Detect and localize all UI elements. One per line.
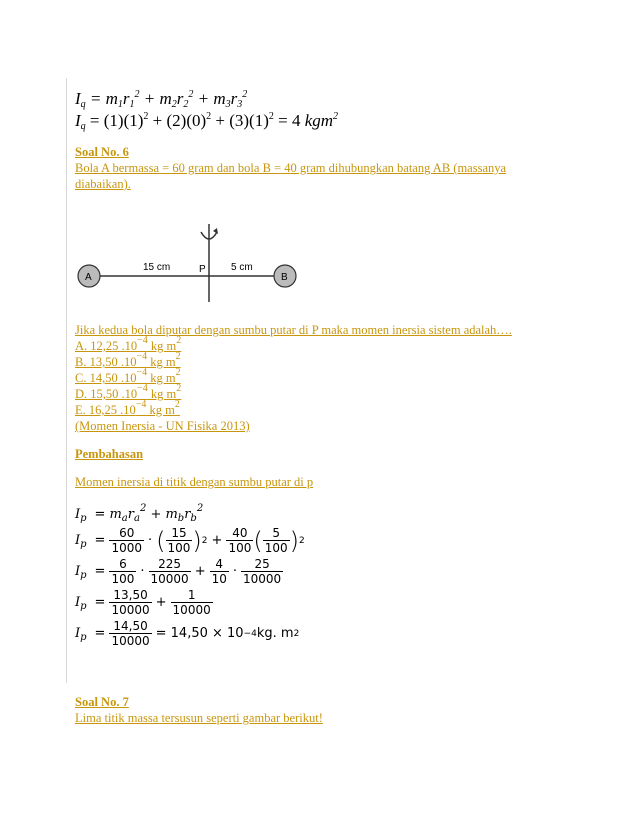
ball-a-label: A [85, 272, 92, 283]
rod-figure [75, 206, 305, 304]
source-note[interactable]: (Momen Inersia - UN Fisika 2013) [75, 419, 250, 433]
document-content [75, 82, 545, 726]
solution-block [75, 503, 545, 648]
pembahasan-heading[interactable]: Pembahasan [75, 447, 144, 461]
option-list [75, 335, 545, 418]
solution-line-2: $I_p$ = $\frac{60}{1000}$ · ( $\frac{15}{100}$ ) 2 + $\frac{40}{100}$ ( $\frac{5}{100}$ ) 2 [75, 526, 305, 555]
soal-6-question[interactable]: Jika kedua bola diputar dengan sumbu putar di P maka momen inersia sistem adalah…. [75, 323, 512, 337]
rod-diagram [75, 206, 305, 304]
solution-line-1: $I_p$ = $m_ar_a^2 + m_br_b^2$ [75, 503, 204, 524]
solution-line-3: $I_p$ = $\frac{6}{100}$ · $\frac{225}{10000}$ + $\frac{4}{10}$ · $\frac{25}{10000}$ [75, 557, 282, 586]
distance-right-label: 5 cm [231, 262, 253, 273]
soal-7-description[interactable]: Lima titik massa tersusun seperti gambar berikut! [75, 711, 323, 725]
frac-40-100: $\frac{40}{100}$ [228, 526, 252, 555]
pembahasan-text[interactable]: Momen inersia di titik dengan sumbu putar di p [75, 475, 314, 489]
option-a[interactable]: A. 12,25 $.10^{-4}$ kg $m^2$ [75, 335, 182, 353]
frac-1350-10000: $\frac{13,50}{10000}$ [111, 588, 150, 617]
frac-15-100: $\frac{15}{100}$ [167, 526, 191, 555]
frac-5-100: $\frac{5}{100}$ [264, 526, 288, 555]
ball-b-label: B [281, 272, 288, 283]
point-p-label: P [199, 264, 206, 275]
soal-6-description[interactable]: Bola A bermassa = 60 gram dan bola B = 40 gram dihubungkan batang AB (massanya diabaikan). [75, 161, 507, 191]
left-margin-rule [66, 78, 67, 683]
option-e[interactable]: E. 16,25 $.10^{-4}$ kg $m^2$ [75, 399, 180, 417]
frac-225-10000: $\frac{225}{10000}$ [150, 557, 189, 586]
frac-60-1000: $\frac{60}{1000}$ [111, 526, 142, 555]
frac-1450-10000: $\frac{14,50}{10000}$ [111, 619, 150, 648]
soal-7-heading[interactable]: Soal No. 7 [75, 695, 129, 709]
equation-line-2: $I_q = (1)(1)^2 + (2)(0)^2 + (3)(1)^2 = 4$ kgm$^2$ [75, 111, 339, 132]
frac-25-10000: $\frac{25}{10000}$ [243, 557, 282, 586]
frac-1-10000: $\frac{1}{10000}$ [172, 588, 211, 617]
equation-line-1: $I_q = m_1r_1^2 + m_2r_2^2 + m_3r_3^2$ [75, 89, 248, 110]
option-c[interactable]: C. 14,50 $.10^{-4}$ kg $m^2$ [75, 367, 181, 385]
frac-4-10: $\frac{4}{10}$ [211, 557, 227, 586]
solution-line-5: $I_p$ = $\frac{14,50}{10000}$ = 14,50 × 10 −4 kg. m 2 [75, 619, 300, 648]
option-b[interactable]: B. 13,50 $.10^{-4}$ kg $m^2$ [75, 351, 181, 369]
option-d[interactable]: D. 15,50 $.10^{-4}$ kg $m^2$ [75, 383, 182, 401]
frac-6-100: $\frac{6}{100}$ [111, 557, 135, 586]
solution-line-4: $I_p$ = $\frac{13,50}{10000}$ + $\frac{1}{10000}$ [75, 588, 211, 617]
soal-6-heading[interactable]: Soal No. 6 [75, 145, 129, 159]
distance-left-label: 15 cm [143, 262, 171, 273]
